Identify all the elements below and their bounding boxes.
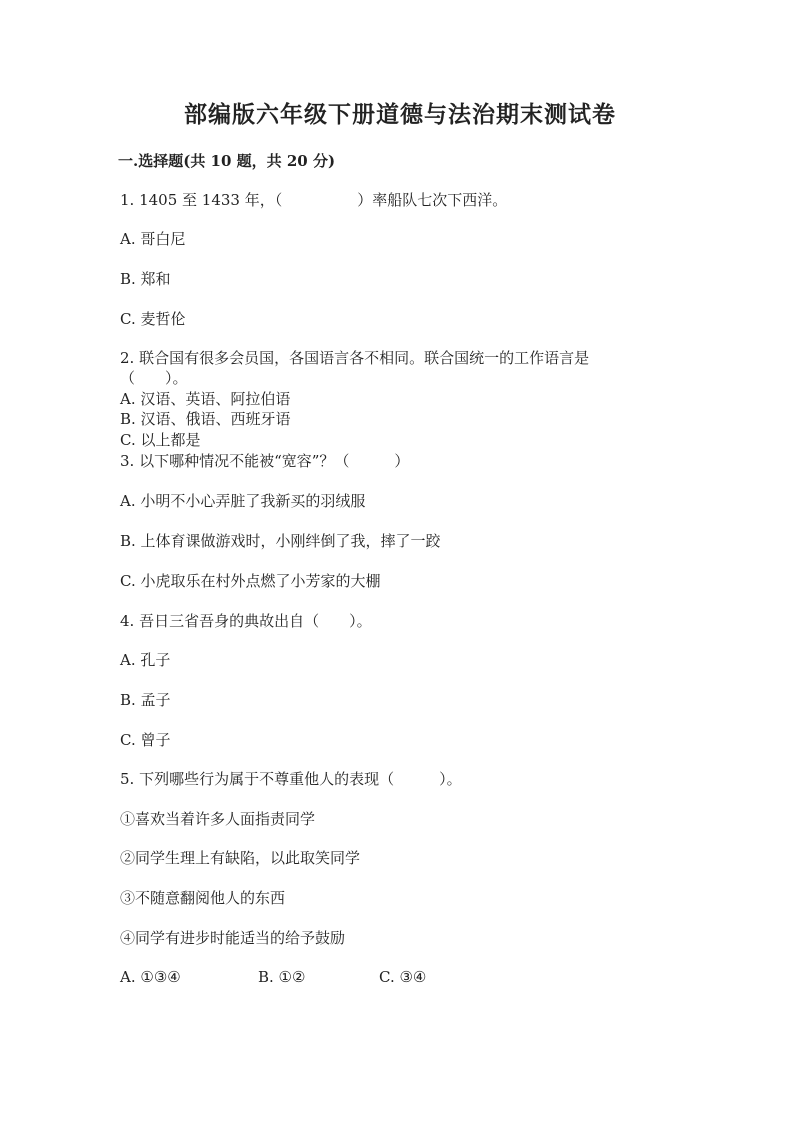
question-5-option-b[interactable]: B. ①② [258, 968, 306, 986]
question-3-option-a[interactable]: A. 小明不小心弄脏了我新买的羽绒服 [120, 492, 366, 510]
question-5-item-2: ②同学生理上有缺陷，以此取笑同学 [120, 849, 361, 867]
question-5-stem: 5. 下列哪些行为属于不尊重他人的表现（ ）。 [120, 770, 462, 788]
question-5-item-4: ④同学有进步时能适当的给予鼓励 [120, 929, 346, 947]
question-4-option-b[interactable]: B. 孟子 [120, 691, 171, 709]
question-2-stem-line2: （ ）。 [120, 369, 188, 387]
question-4-option-c[interactable]: C. 曾子 [120, 731, 171, 749]
question-2-option-a[interactable]: A. 汉语、英语、阿拉伯语 [120, 390, 291, 408]
question-5-option-a[interactable]: A. ①③④ [120, 968, 181, 986]
section-heading: 一.选择题(共 10 题，共 20 分) [118, 152, 336, 170]
question-5-option-c[interactable]: C. ③④ [379, 968, 427, 986]
question-2-option-b[interactable]: B. 汉语、俄语、西班牙语 [120, 410, 291, 428]
question-1-option-b[interactable]: B. 郑和 [120, 270, 171, 288]
question-5-item-1: ①喜欢当着许多人面指责同学 [120, 810, 316, 828]
page-title: 部编版六年级下册道德与法治期末测试卷 [184, 101, 616, 128]
question-2-stem-line1: 2. 联合国有很多会员国，各国语言各不相同。联合国统一的工作语言是 [120, 349, 590, 367]
question-3-option-c[interactable]: C. 小虎取乐在村外点燃了小芳家的大棚 [120, 572, 381, 590]
question-4-stem: 4. 吾日三省吾身的典故出自（ ）。 [120, 612, 372, 630]
question-2-option-c[interactable]: C. 以上都是 [120, 431, 201, 449]
question-5-item-3: ③不随意翻阅他人的东西 [120, 889, 286, 907]
question-1-option-a[interactable]: A. 哥白尼 [120, 230, 186, 248]
question-3-option-b[interactable]: B. 上体育课做游戏时，小刚绊倒了我，摔了一跤 [120, 532, 441, 550]
question-1-option-c[interactable]: C. 麦哲伦 [120, 310, 186, 328]
question-3-stem: 3. 以下哪种情况不能被“宽容”？（ ） [120, 452, 410, 470]
question-4-option-a[interactable]: A. 孔子 [120, 651, 171, 669]
question-1-stem: 1. 1405 至 1433 年，（ ）率船队七次下西洋。 [120, 191, 508, 209]
